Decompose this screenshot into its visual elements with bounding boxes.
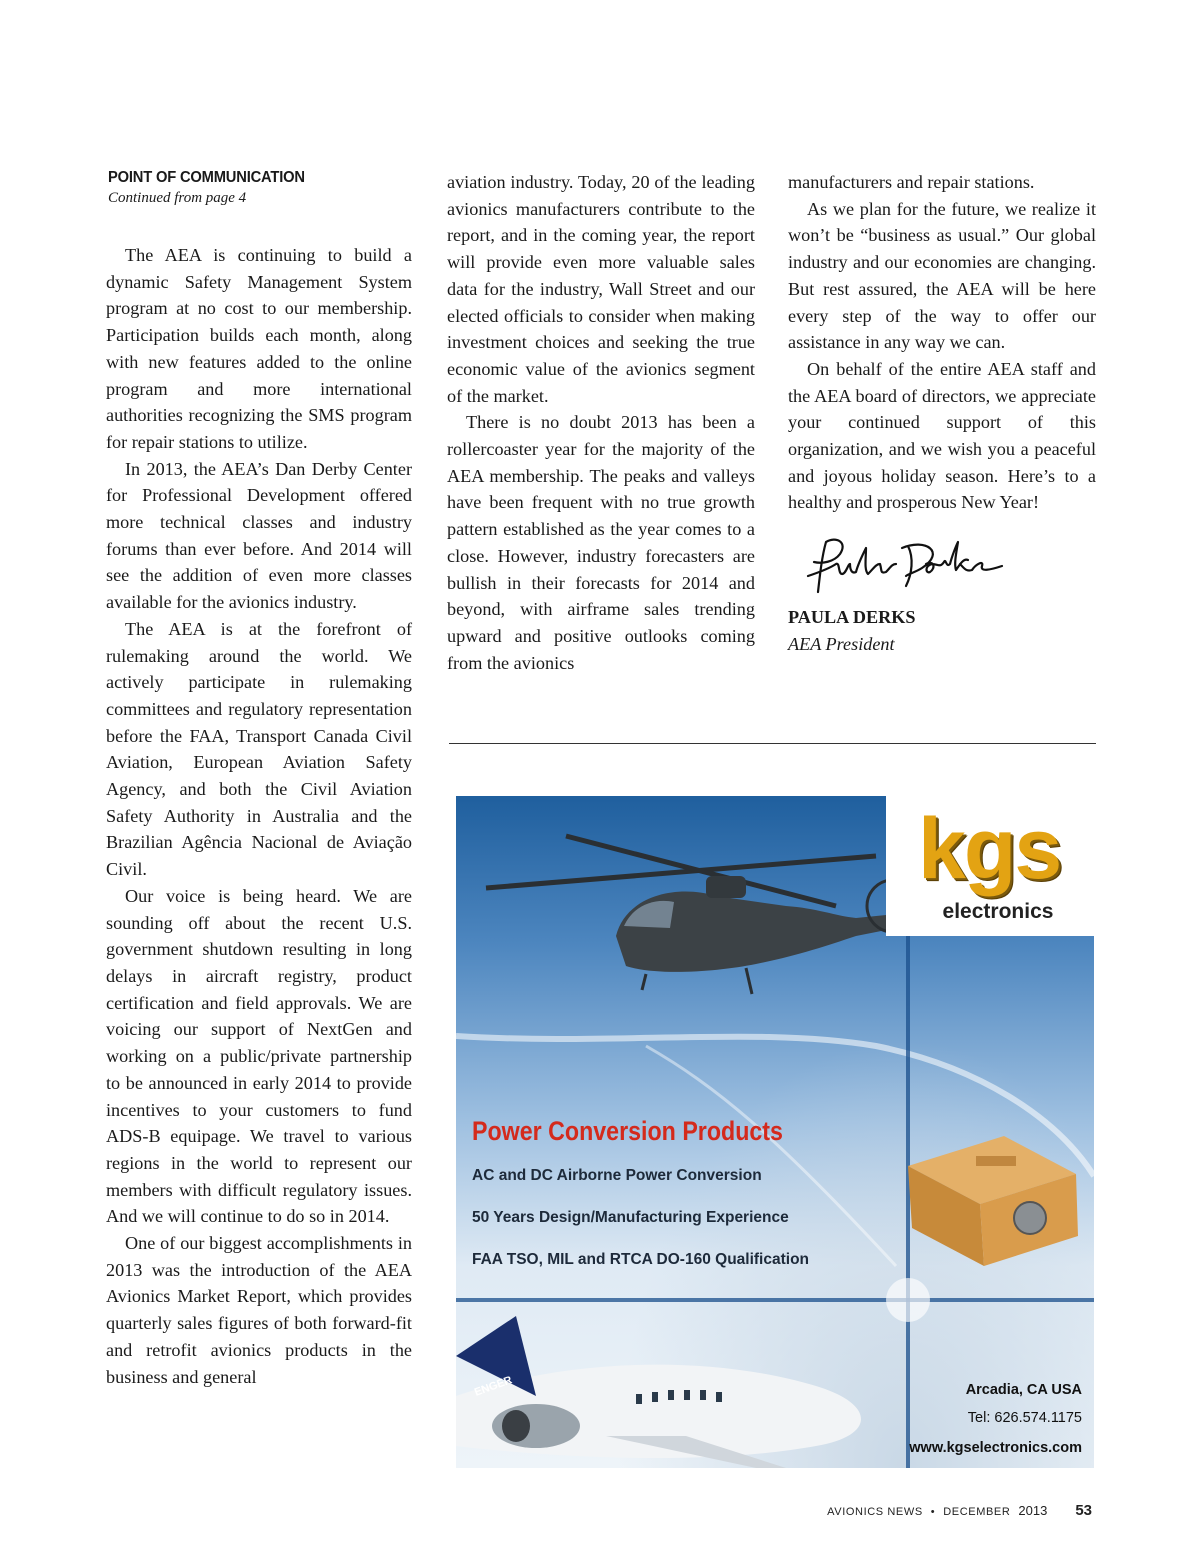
ad-location: Arcadia, CA USA xyxy=(965,1382,1082,1398)
ad-feature: FAA TSO, MIL and RTCA DO-160 Qualification xyxy=(472,1251,810,1268)
footer-separator: • xyxy=(930,1506,936,1518)
article-column-2 xyxy=(447,169,755,676)
issue-month: DECEMBER xyxy=(943,1506,1011,1518)
signature-title: AEA President xyxy=(788,633,895,654)
article-column-3 xyxy=(788,169,1096,658)
handwritten-signature xyxy=(796,534,1016,600)
helicopter-image xyxy=(486,836,919,994)
paragraph: Our voice is being heard. We are sounding off about the recent U.S. government shutdown resulting in long delays in aircraft registry, product certification and field approvals. We are voicing our support of NextGen and working on a public/private partnership to be announced in early 2014 to provide incentives to your customers to fund ADS-B equipage. We travel to various regions in the world to represent our members with difficult regulatory issues. And we will continue to do so in 2014. xyxy=(106,885,412,1227)
ad-feature: 50 Years Design/Manufacturing Experience xyxy=(472,1209,789,1226)
aircraft-tail-text: ENGER xyxy=(472,1374,514,1399)
ad-website: www.kgselectronics.com xyxy=(909,1440,1082,1456)
page-footer xyxy=(827,1502,1092,1519)
continued-note: Continued from page 4 xyxy=(108,190,247,206)
signature-name: PAULA DERKS xyxy=(788,607,916,628)
ad-headline: Power Conversion Products xyxy=(472,1116,783,1146)
page-number: 53 xyxy=(1075,1502,1092,1519)
issue-year: 2013 xyxy=(1018,1503,1048,1518)
paragraph: One of our biggest accomplishments in 2013 was the introduction of the AEA Avionics Market Report, which provides quarterly sales figures of both forward-fit and retrofit avionics products in the business and general xyxy=(106,1233,412,1387)
paragraph: In 2013, the AEA’s Dan Derby Center for Professional Development offered more technical classes and industry forums than ever before. And 2014 will see the addition of even more classes available for the avionics industry. xyxy=(106,458,412,613)
paragraph: As we plan for the future, we realize it won’t be “business as usual.” Our global industry and our economies are changing. But rest assured, the AEA will be here every step of the way to offer our assistance in any way we can. xyxy=(788,198,1096,353)
article-column-1 xyxy=(106,242,412,1390)
ad-feature: AC and DC Airborne Power Conversion xyxy=(472,1167,762,1184)
paragraph: aviation industry. Today, 20 of the leading avionics manufacturers contribute to the report, and in the coming year, the report will provide even more valuable sales data for the industry, Wall Street and our elected officials to consider when making investment choices and seeking the true economic value of the avionics segment of the market. xyxy=(447,172,755,406)
ad-phone: Tel: 626.574.1175 xyxy=(967,1410,1082,1426)
publication-name: AVIONICS NEWS xyxy=(827,1506,923,1518)
paragraph: The AEA is at the forefront of rulemaking around the world. We actively participate in rulemaking committees and regulatory representation before the FAA, Transport Canada Civil Aviation, European Aviation Safety Agency, and both the Civil Aviation Safety Authority in Australia and the Brazilian Agência Nacional de Aviação Civil. xyxy=(106,618,412,880)
paragraph: There is no doubt 2013 has been a rollercoaster year for the majority of the AEA membership. The peaks and valleys have been frequent with no true growth pattern established as the year comes to a close. However, industry forecasters are bullish in their forecasts for 2014 and beyond, with airframe sales trending upward and positive outlooks coming from the avionics xyxy=(447,412,755,673)
kgs-logo: kgs xyxy=(918,801,1061,897)
section-title: POINT OF COMMUNICATION xyxy=(108,169,305,186)
kgs-logo-subtitle: electronics xyxy=(942,900,1054,923)
kgs-advertisement xyxy=(456,796,1094,1468)
business-jet-image xyxy=(456,1316,861,1468)
paragraph: On behalf of the entire AEA staff and the AEA board of directors, we appreciate your continued support of this organization, and we wish you a peaceful and joyous holiday season. Here’s to a healthy and prosperous New Year! xyxy=(788,358,1096,513)
paragraph: The AEA is continuing to build a dynamic Safety Management System program at no cost to our membership. Participation builds each month, along with new features added to the online program and more international authorities recognizing the SMS program for repair stations to utilize. xyxy=(106,245,412,452)
power-converter-image xyxy=(908,1136,1078,1266)
section-divider xyxy=(449,743,1096,744)
paragraph: manufacturers and repair stations. xyxy=(788,172,1035,192)
